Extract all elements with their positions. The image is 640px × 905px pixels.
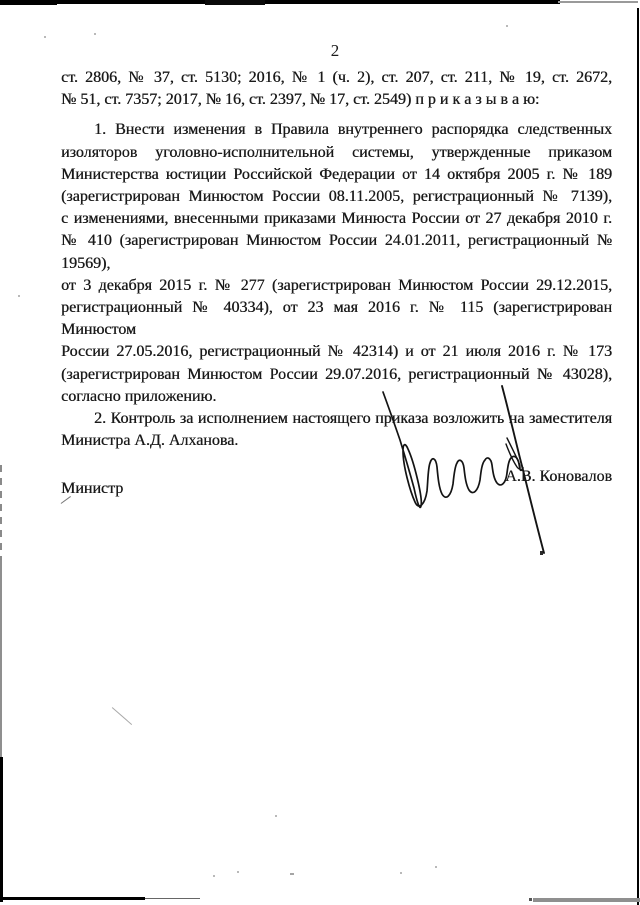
scan-artifact-speck bbox=[435, 866, 437, 868]
scan-artifact-left-edge-dashed bbox=[0, 465, 2, 560]
text-line: от 3 декабря 2015 г. № 277 (зарегистрирован Минюстом России 29.12.2015, bbox=[61, 276, 612, 294]
scan-artifact-speck bbox=[237, 871, 239, 873]
scan-artifact-bottom-right-tick bbox=[529, 898, 532, 901]
text-line: России 27.05.2016, регистрационный № 42314) и от 21 июля 2016 г. № 173 bbox=[61, 343, 612, 361]
text-line: (зарегистрирован Минюстом России 29.07.2016, регистрационный № 43028), bbox=[61, 365, 612, 383]
text-line: изоляторов уголовно-исполнительной системы, утвержденные приказом bbox=[61, 143, 612, 161]
scan-artifact-bottom-right-bar bbox=[533, 898, 640, 902]
scan-artifact-bottom-left-tail bbox=[145, 898, 200, 900]
text-line: (зарегистрирован Минюстом России 08.11.2005, регистрационный № 7139), bbox=[61, 188, 612, 206]
text-line: 1. Внести изменения в Правила внутреннего распорядка следственных bbox=[94, 121, 612, 139]
scan-artifact-right-edge bbox=[637, 8, 639, 905]
signature-scribble bbox=[370, 378, 560, 563]
text-line: регистрационный № 40334), от 23 мая 2016 г. № 115 (зарегистрирован Минюстом bbox=[61, 299, 612, 339]
scan-artifact-top-bar-blob bbox=[0, 0, 57, 5]
scan-artifact-speck bbox=[18, 295, 20, 297]
signatory-name: А.В. Коновалов bbox=[505, 468, 612, 486]
scan-artifact-bottom-left-line bbox=[0, 897, 145, 900]
scan-artifact-top-bar-gray bbox=[558, 1, 638, 3]
text-line: ст. 2806, № 37, ст. 5130; 2016, № 1 (ч. 2), ст. 207, ст. 211, № 19, ст. 2672, bbox=[61, 69, 612, 86]
scan-artifact-speck bbox=[400, 872, 402, 874]
scan-artifact-top-bar-blob bbox=[205, 0, 265, 5]
scan-artifact-left-edge-black bbox=[0, 757, 3, 902]
scan-artifact-speck bbox=[506, 25, 508, 27]
text-line: с изменениями, внесенными приказами Минюста России от 27 декабря 2010 г. bbox=[61, 210, 612, 228]
scan-artifact-scratch bbox=[112, 707, 133, 725]
text-line: № 410 (зарегистрирован Минюстом России 24.01.2011, регистрационный № 19569), bbox=[61, 232, 612, 272]
text-line: согласно приложению. bbox=[61, 387, 217, 405]
scan-artifact-speck bbox=[275, 815, 277, 817]
text-line: № 51, ст. 7357; 2017, № 16, ст. 2397, № 17, ст. 2549) п р и к а з ы в а ю: bbox=[61, 91, 540, 109]
scan-artifact-speck bbox=[213, 875, 215, 877]
scan-artifact-speck bbox=[290, 873, 294, 875]
text-line: Министра А.Д. Алханова. bbox=[61, 432, 239, 450]
scan-artifact-speck bbox=[44, 36, 46, 38]
paragraph-item-1 bbox=[61, 119, 612, 408]
scan-artifact-speck bbox=[94, 33, 96, 35]
page-number: 2 bbox=[330, 41, 340, 60]
scan-artifact-left-edge-gray bbox=[0, 560, 2, 758]
paragraph-continuation bbox=[61, 67, 612, 111]
text-line: Министерства юстиции Российской Федерации от 14 октября 2005 г. № 189 bbox=[61, 165, 612, 183]
text-line: 2. Контроль за исполнением настоящего приказа возложить на заместителя bbox=[94, 410, 612, 428]
signatory-title: Министр bbox=[61, 480, 124, 498]
scan-artifact-top-bar bbox=[0, 0, 560, 4]
